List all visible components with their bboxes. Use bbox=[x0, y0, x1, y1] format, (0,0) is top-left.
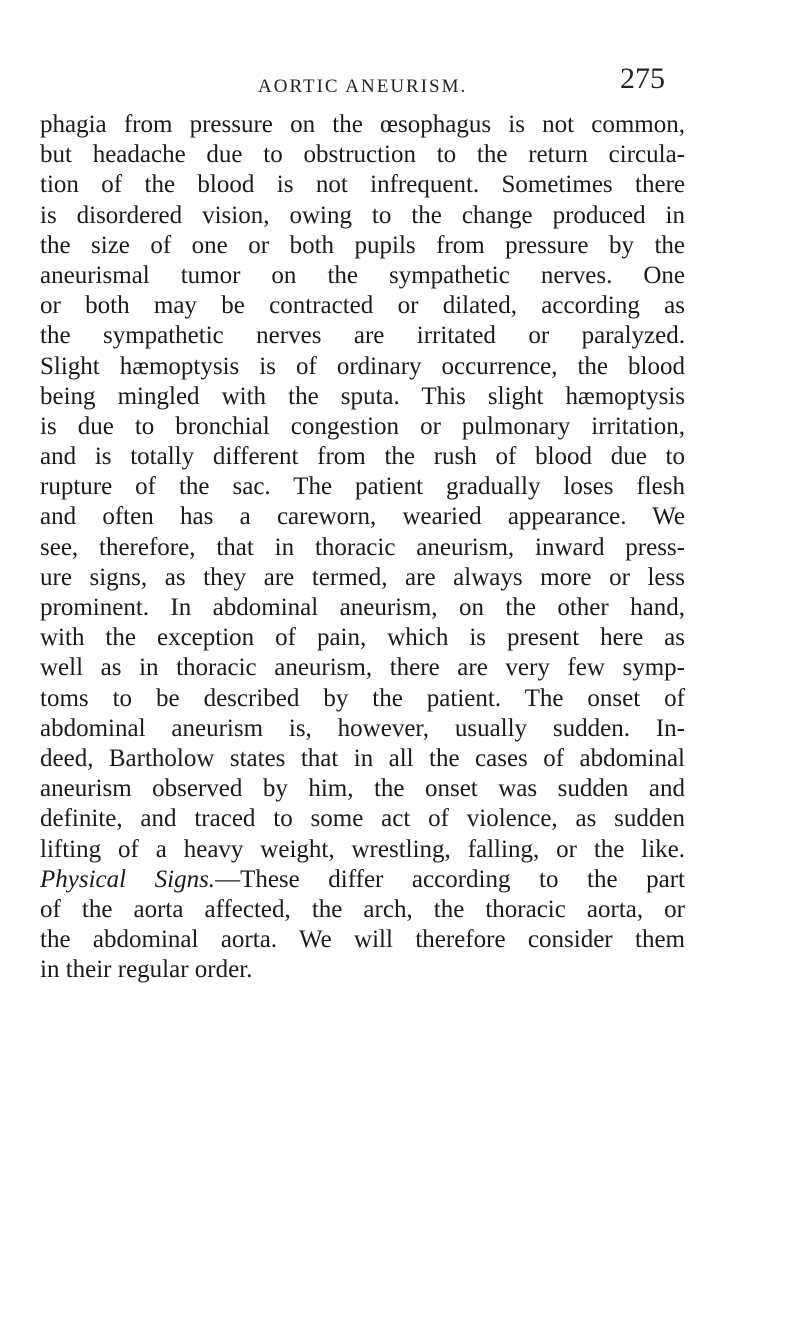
text-line: lifting of a heavy weight, wrestling, falling, or the like. bbox=[40, 835, 685, 863]
text-line: deed, Bartholow states that in all the cases of abdominal bbox=[40, 744, 685, 772]
running-title: AORTIC ANEURISM. bbox=[258, 76, 468, 97]
body-paragraph bbox=[40, 110, 685, 985]
text-line: Slight hæmoptysis is of ordinary occurrence, the blood bbox=[40, 352, 685, 380]
text-line: aneurism observed by him, the onset was sudden and bbox=[40, 775, 685, 803]
text-line: being mingled with the sputa. This slight hæmoptysis bbox=[40, 382, 685, 410]
text-line: or both may be contracted or dilated, according as bbox=[40, 292, 685, 320]
text-line: the sympathetic nerves are irritated or paralyzed. bbox=[40, 322, 685, 350]
text-line: ure signs, as they are termed, are always more or less bbox=[40, 563, 685, 591]
text-line: with the exception of pain, which is present here as bbox=[40, 624, 685, 652]
text-line: see, therefore, that in thoracic aneurism, inward press- bbox=[40, 533, 685, 561]
physical-signs-line bbox=[40, 865, 685, 895]
text-line: is disordered vision, owing to the change produced in bbox=[40, 201, 685, 229]
text-line: phagia from pressure on the œsophagus is not common, bbox=[40, 111, 685, 138]
text-line: the abdominal aorta. We will therefore consider them bbox=[40, 926, 685, 954]
text-line: is due to bronchial congestion or pulmonary irritation, bbox=[40, 412, 685, 440]
text-line: aneurismal tumor on the sympathetic nerves. One bbox=[40, 261, 685, 289]
text-line: well as in thoracic aneurism, there are very few symp- bbox=[40, 654, 685, 682]
text-line: rupture of the sac. The patient gradually loses flesh bbox=[40, 473, 685, 501]
text-line: abdominal aneurism is, however, usually sudden. In- bbox=[40, 714, 685, 742]
text-line: the size of one or both pupils from pressure by the bbox=[40, 231, 685, 259]
text-line: and often has a careworn, wearied appearance. We bbox=[40, 503, 685, 531]
text-line: definite, and traced to some act of violence, as sudden bbox=[40, 805, 685, 833]
text-line: tion of the blood is not infrequent. Sometimes there bbox=[40, 171, 685, 199]
running-head bbox=[0, 62, 800, 102]
page-number: 275 bbox=[620, 62, 665, 95]
text-line: toms to be described by the patient. The onset of bbox=[40, 684, 685, 712]
text-line: prominent. In abdominal aneurism, on the other hand, bbox=[40, 594, 685, 621]
text-line: but headache due to obstruction to the return circula- bbox=[40, 141, 685, 169]
physical-signs-heading: Physical Signs. bbox=[40, 865, 216, 893]
text-line: and is totally different from the rush of blood due to bbox=[40, 443, 685, 471]
text-line: in their regular order. bbox=[40, 956, 253, 984]
text-line: of the aorta affected, the arch, the thoracic aorta, or bbox=[40, 895, 685, 923]
physical-signs-text: —These differ according to the part bbox=[215, 865, 685, 893]
